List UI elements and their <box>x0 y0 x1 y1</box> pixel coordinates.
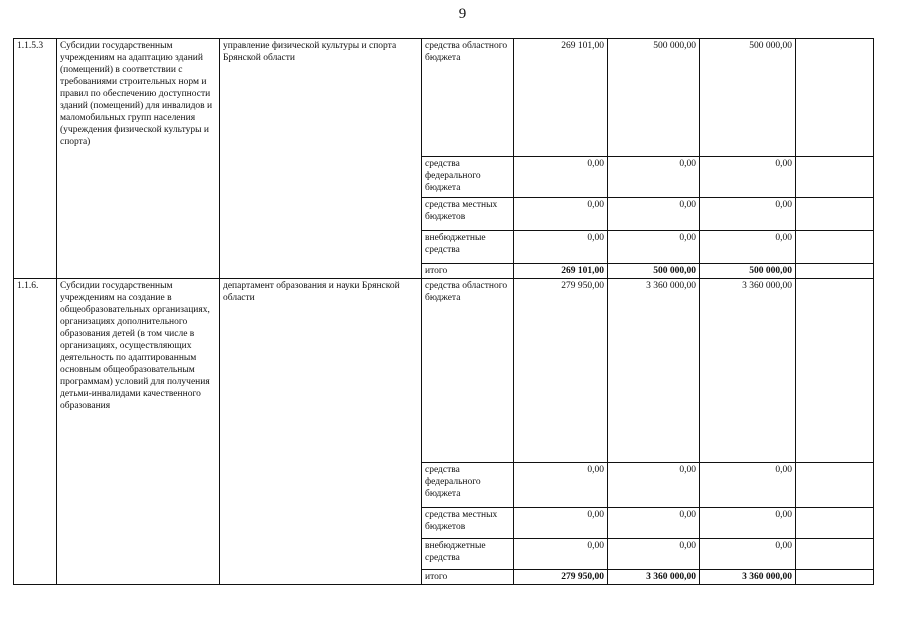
funding-source-cell: итого <box>422 264 514 279</box>
amount-cell: 269 101,00 <box>514 39 608 157</box>
amount-cell: 0,00 <box>700 463 796 508</box>
amount-cell: 0,00 <box>700 508 796 539</box>
item-title-cell: Субсидии государственным учреждениям на создание в общеобразовательных организациях, организациях дополнительного образования детей (в том числе в организациях, осуществляющих деятельность по адаптированным основным общеобразовательным программам) условий для получения детьми-инвалидами качественного образования <box>57 279 220 585</box>
total-amount-cell: 3 360 000,00 <box>608 570 700 585</box>
amount-cell: 0,00 <box>514 539 608 570</box>
amount-cell: 0,00 <box>608 539 700 570</box>
funding-source-cell: средства местных бюджетов <box>422 508 514 539</box>
amount-cell: 0,00 <box>514 508 608 539</box>
executor-cell: департамент образования и науки Брянской области <box>220 279 422 585</box>
funding-source-cell: средства областного бюджета <box>422 39 514 157</box>
amount-cell <box>796 508 874 539</box>
amount-cell: 3 360 000,00 <box>608 279 700 463</box>
executor-cell: управление физической культуры и спорта Брянской области <box>220 39 422 279</box>
funding-source-cell: средства областного бюджета <box>422 279 514 463</box>
amount-cell: 0,00 <box>514 198 608 231</box>
total-amount-cell: 3 360 000,00 <box>700 570 796 585</box>
page-number: 9 <box>458 6 467 22</box>
total-amount-cell: 500 000,00 <box>700 264 796 279</box>
amount-cell: 500 000,00 <box>700 39 796 157</box>
total-amount-cell <box>796 570 874 585</box>
funding-source-cell: итого <box>422 570 514 585</box>
amount-cell <box>796 39 874 157</box>
amount-cell: 0,00 <box>608 463 700 508</box>
amount-cell: 279 950,00 <box>514 279 608 463</box>
table-row <box>14 279 874 463</box>
amount-cell <box>796 539 874 570</box>
amount-cell <box>796 198 874 231</box>
amount-cell: 0,00 <box>608 157 700 198</box>
amount-cell: 0,00 <box>700 157 796 198</box>
funding-source-cell: средства федерального бюджета <box>422 463 514 508</box>
total-amount-cell: 269 101,00 <box>514 264 608 279</box>
total-amount-cell: 279 950,00 <box>514 570 608 585</box>
funding-source-cell: внебюджетные средства <box>422 231 514 264</box>
amount-cell: 500 000,00 <box>608 39 700 157</box>
amount-cell: 0,00 <box>700 539 796 570</box>
amount-cell: 0,00 <box>514 157 608 198</box>
amount-cell: 0,00 <box>700 231 796 264</box>
total-amount-cell: 500 000,00 <box>608 264 700 279</box>
amount-cell: 0,00 <box>608 231 700 264</box>
item-code-cell: 1.1.6. <box>14 279 57 585</box>
funding-source-cell: средства местных бюджетов <box>422 198 514 231</box>
amount-cell <box>796 279 874 463</box>
amount-cell <box>796 463 874 508</box>
item-code-cell: 1.1.5.3 <box>14 39 57 279</box>
total-amount-cell <box>796 264 874 279</box>
amount-cell <box>796 231 874 264</box>
amount-cell: 0,00 <box>608 508 700 539</box>
amount-cell <box>796 157 874 198</box>
budget-table <box>13 38 874 585</box>
funding-source-cell: внебюджетные средства <box>422 539 514 570</box>
item-title-cell: Субсидии государственным учреждениям на адаптацию зданий (помещений) в соответствии с требованиями строительных норм и правил по обеспечению доступности зданий (помещений) для инвалидов и маломобильных групп населения (учреждения физической культуры и спорта) <box>57 39 220 279</box>
amount-cell: 0,00 <box>514 231 608 264</box>
amount-cell: 0,00 <box>700 198 796 231</box>
amount-cell: 3 360 000,00 <box>700 279 796 463</box>
funding-source-cell: средства федерального бюджета <box>422 157 514 198</box>
table-row <box>14 39 874 157</box>
amount-cell: 0,00 <box>608 198 700 231</box>
amount-cell: 0,00 <box>514 463 608 508</box>
